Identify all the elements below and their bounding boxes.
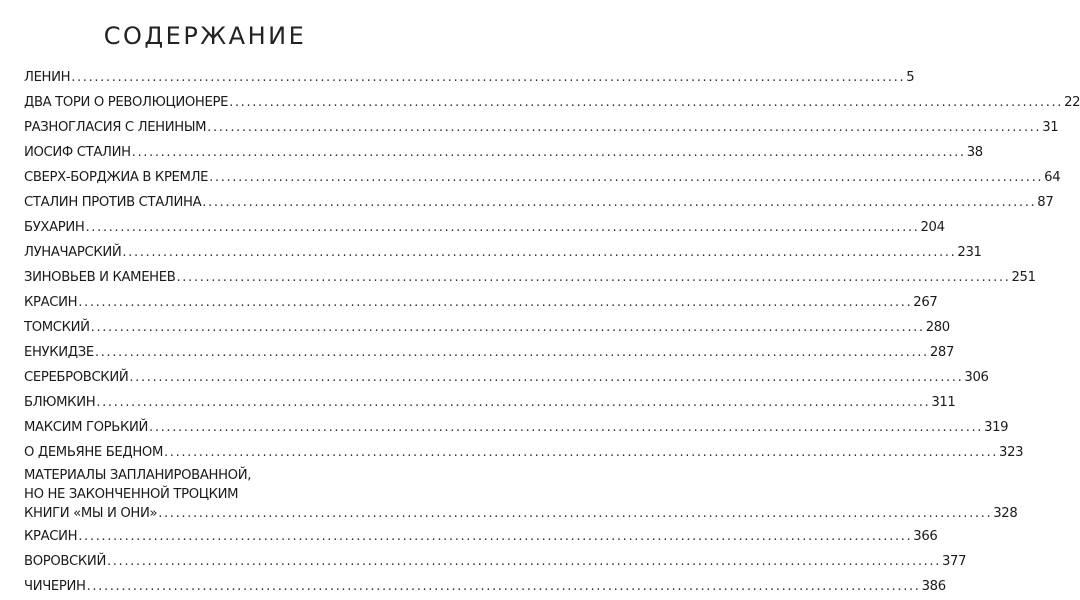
toc-entry <box>24 466 1018 523</box>
dot-leader <box>129 368 963 387</box>
toc-entry-line <box>24 552 967 571</box>
toc-entry-line <box>24 504 1018 523</box>
toc-entry <box>24 368 989 391</box>
table-of-contents <box>24 66 1080 600</box>
toc-page-number: 287 <box>929 345 954 360</box>
dot-leader <box>107 552 941 571</box>
toc-entry-line <box>24 466 380 485</box>
dot-leader <box>96 393 930 412</box>
dot-leader <box>78 527 912 546</box>
toc-entry-line <box>24 527 938 546</box>
toc-entry <box>24 552 967 575</box>
toc-entry-title: ИОСИФ СТАЛИН <box>24 145 131 160</box>
toc-page-number: 386 <box>921 579 946 594</box>
toc-entry-title: ЛУНАЧАРСКИЙ <box>24 245 122 260</box>
toc-entry <box>24 243 982 266</box>
toc-page-number: 306 <box>964 370 989 385</box>
toc-entry <box>24 393 956 416</box>
dot-leader <box>78 293 912 312</box>
toc-entry-title: БЛЮМКИН <box>24 395 96 410</box>
toc-entry-line <box>24 577 946 596</box>
toc-entry-title: ЗИНОВЬЕВ И КАМЕНЕВ <box>24 270 176 285</box>
dot-leader <box>176 268 1010 287</box>
toc-entry-line <box>24 393 956 412</box>
toc-entry-line <box>24 343 954 362</box>
dot-leader <box>164 443 998 462</box>
toc-entry-title: ВОРОВСКИЙ <box>24 554 106 569</box>
toc-entry-title: СВЕРХ-БОРДЖИА В КРЕМЛЕ <box>24 170 209 185</box>
toc-page-number: 377 <box>942 554 967 569</box>
toc-entry <box>24 443 1024 466</box>
toc-page-number: 38 <box>966 145 983 160</box>
toc-page-number: 22 <box>1064 95 1080 110</box>
toc-page-number: 87 <box>1037 195 1054 210</box>
toc-entry <box>24 318 950 341</box>
dot-leader <box>158 504 992 523</box>
toc-page-number: 328 <box>993 506 1018 521</box>
toc-page-number: 319 <box>984 420 1009 435</box>
dot-leader <box>229 93 1063 112</box>
toc-entry <box>24 218 945 241</box>
toc-entry-title: ТОМСКИЙ <box>24 320 90 335</box>
toc-entry-title: КРАСИН <box>24 529 78 544</box>
toc-entry <box>24 143 983 166</box>
toc-entry-title: КНИГИ «МЫ И ОНИ» <box>24 506 158 521</box>
dot-leader <box>71 68 905 87</box>
toc-entry <box>24 343 954 366</box>
toc-entry-line <box>24 143 983 162</box>
dot-leader <box>207 118 1041 137</box>
dot-leader <box>95 343 929 362</box>
toc-entry-title: ДВА ТОРИ О РЕВОЛЮЦИОНЕРЕ <box>24 95 229 110</box>
dot-leader <box>202 193 1036 212</box>
toc-entry-title: О ДЕМЬЯНЕ БЕДНОМ <box>24 445 163 460</box>
dot-leader <box>209 168 1043 187</box>
toc-entry-title: РАЗНОГЛАСИЯ С ЛЕНИНЫМ <box>24 120 207 135</box>
toc-entry-line <box>24 268 1036 287</box>
toc-entry <box>24 577 946 600</box>
toc-entry-title: ЧИЧЕРИН <box>24 579 86 594</box>
toc-entry-line <box>24 418 1009 437</box>
toc-entry-title: СЕРЕБРОВСКИЙ <box>24 370 129 385</box>
dot-leader <box>132 143 966 162</box>
toc-entry-title: ЕНУКИДЗЕ <box>24 345 94 360</box>
page-title: СОДЕРЖАНИЕ <box>103 22 307 50</box>
toc-entry-title: КРАСИН <box>24 295 78 310</box>
toc-page-number: 31 <box>1042 120 1059 135</box>
toc-page-number: 204 <box>920 220 945 235</box>
toc-page-number: 323 <box>999 445 1024 460</box>
toc-entry-line <box>24 485 380 504</box>
toc-page-number: 251 <box>1011 270 1036 285</box>
toc-page-number: 5 <box>906 70 915 85</box>
toc-page-number: 267 <box>913 295 938 310</box>
toc-entry <box>24 168 1061 191</box>
dot-leader <box>122 243 956 262</box>
toc-entry-line <box>24 443 1024 462</box>
toc-entry <box>24 268 1036 291</box>
toc-entry-line <box>24 218 945 237</box>
dot-leader <box>91 318 925 337</box>
toc-entry-line <box>24 93 1080 112</box>
toc-entry-line <box>24 168 1061 187</box>
toc-entry-title: СТАЛИН ПРОТИВ СТАЛИНА <box>24 195 202 210</box>
toc-page-number: 366 <box>913 529 938 544</box>
toc-page-number: 231 <box>957 245 982 260</box>
toc-entry-title: МАТЕРИАЛЫ ЗАПЛАНИРОВАННОЙ, <box>24 468 252 483</box>
toc-page-number: 311 <box>931 395 956 410</box>
toc-entry <box>24 93 1080 116</box>
dot-leader <box>85 218 919 237</box>
toc-entry-line <box>24 293 938 312</box>
toc-entry-line <box>24 243 982 262</box>
toc-entry-title: БУХАРИН <box>24 220 85 235</box>
toc-entry-line <box>24 368 989 387</box>
toc-entry-title: ЛЕНИН <box>24 70 71 85</box>
toc-page-number: 64 <box>1044 170 1061 185</box>
toc-entry <box>24 68 915 91</box>
toc-entry <box>24 118 1059 141</box>
toc-entry-title: МАКСИМ ГОРЬКИЙ <box>24 420 149 435</box>
toc-page-number: 280 <box>925 320 950 335</box>
dot-leader <box>149 418 983 437</box>
dot-leader <box>87 577 921 596</box>
toc-entry-title: НО НЕ ЗАКОНЧЕННОЙ ТРОЦКИМ <box>24 487 239 502</box>
toc-entry-line <box>24 118 1059 137</box>
toc-entry-line <box>24 68 915 87</box>
toc-entry-line <box>24 193 1054 212</box>
toc-entry <box>24 527 938 550</box>
toc-entry <box>24 418 1009 441</box>
toc-entry-line <box>24 318 950 337</box>
toc-entry <box>24 193 1054 216</box>
toc-entry <box>24 293 938 316</box>
